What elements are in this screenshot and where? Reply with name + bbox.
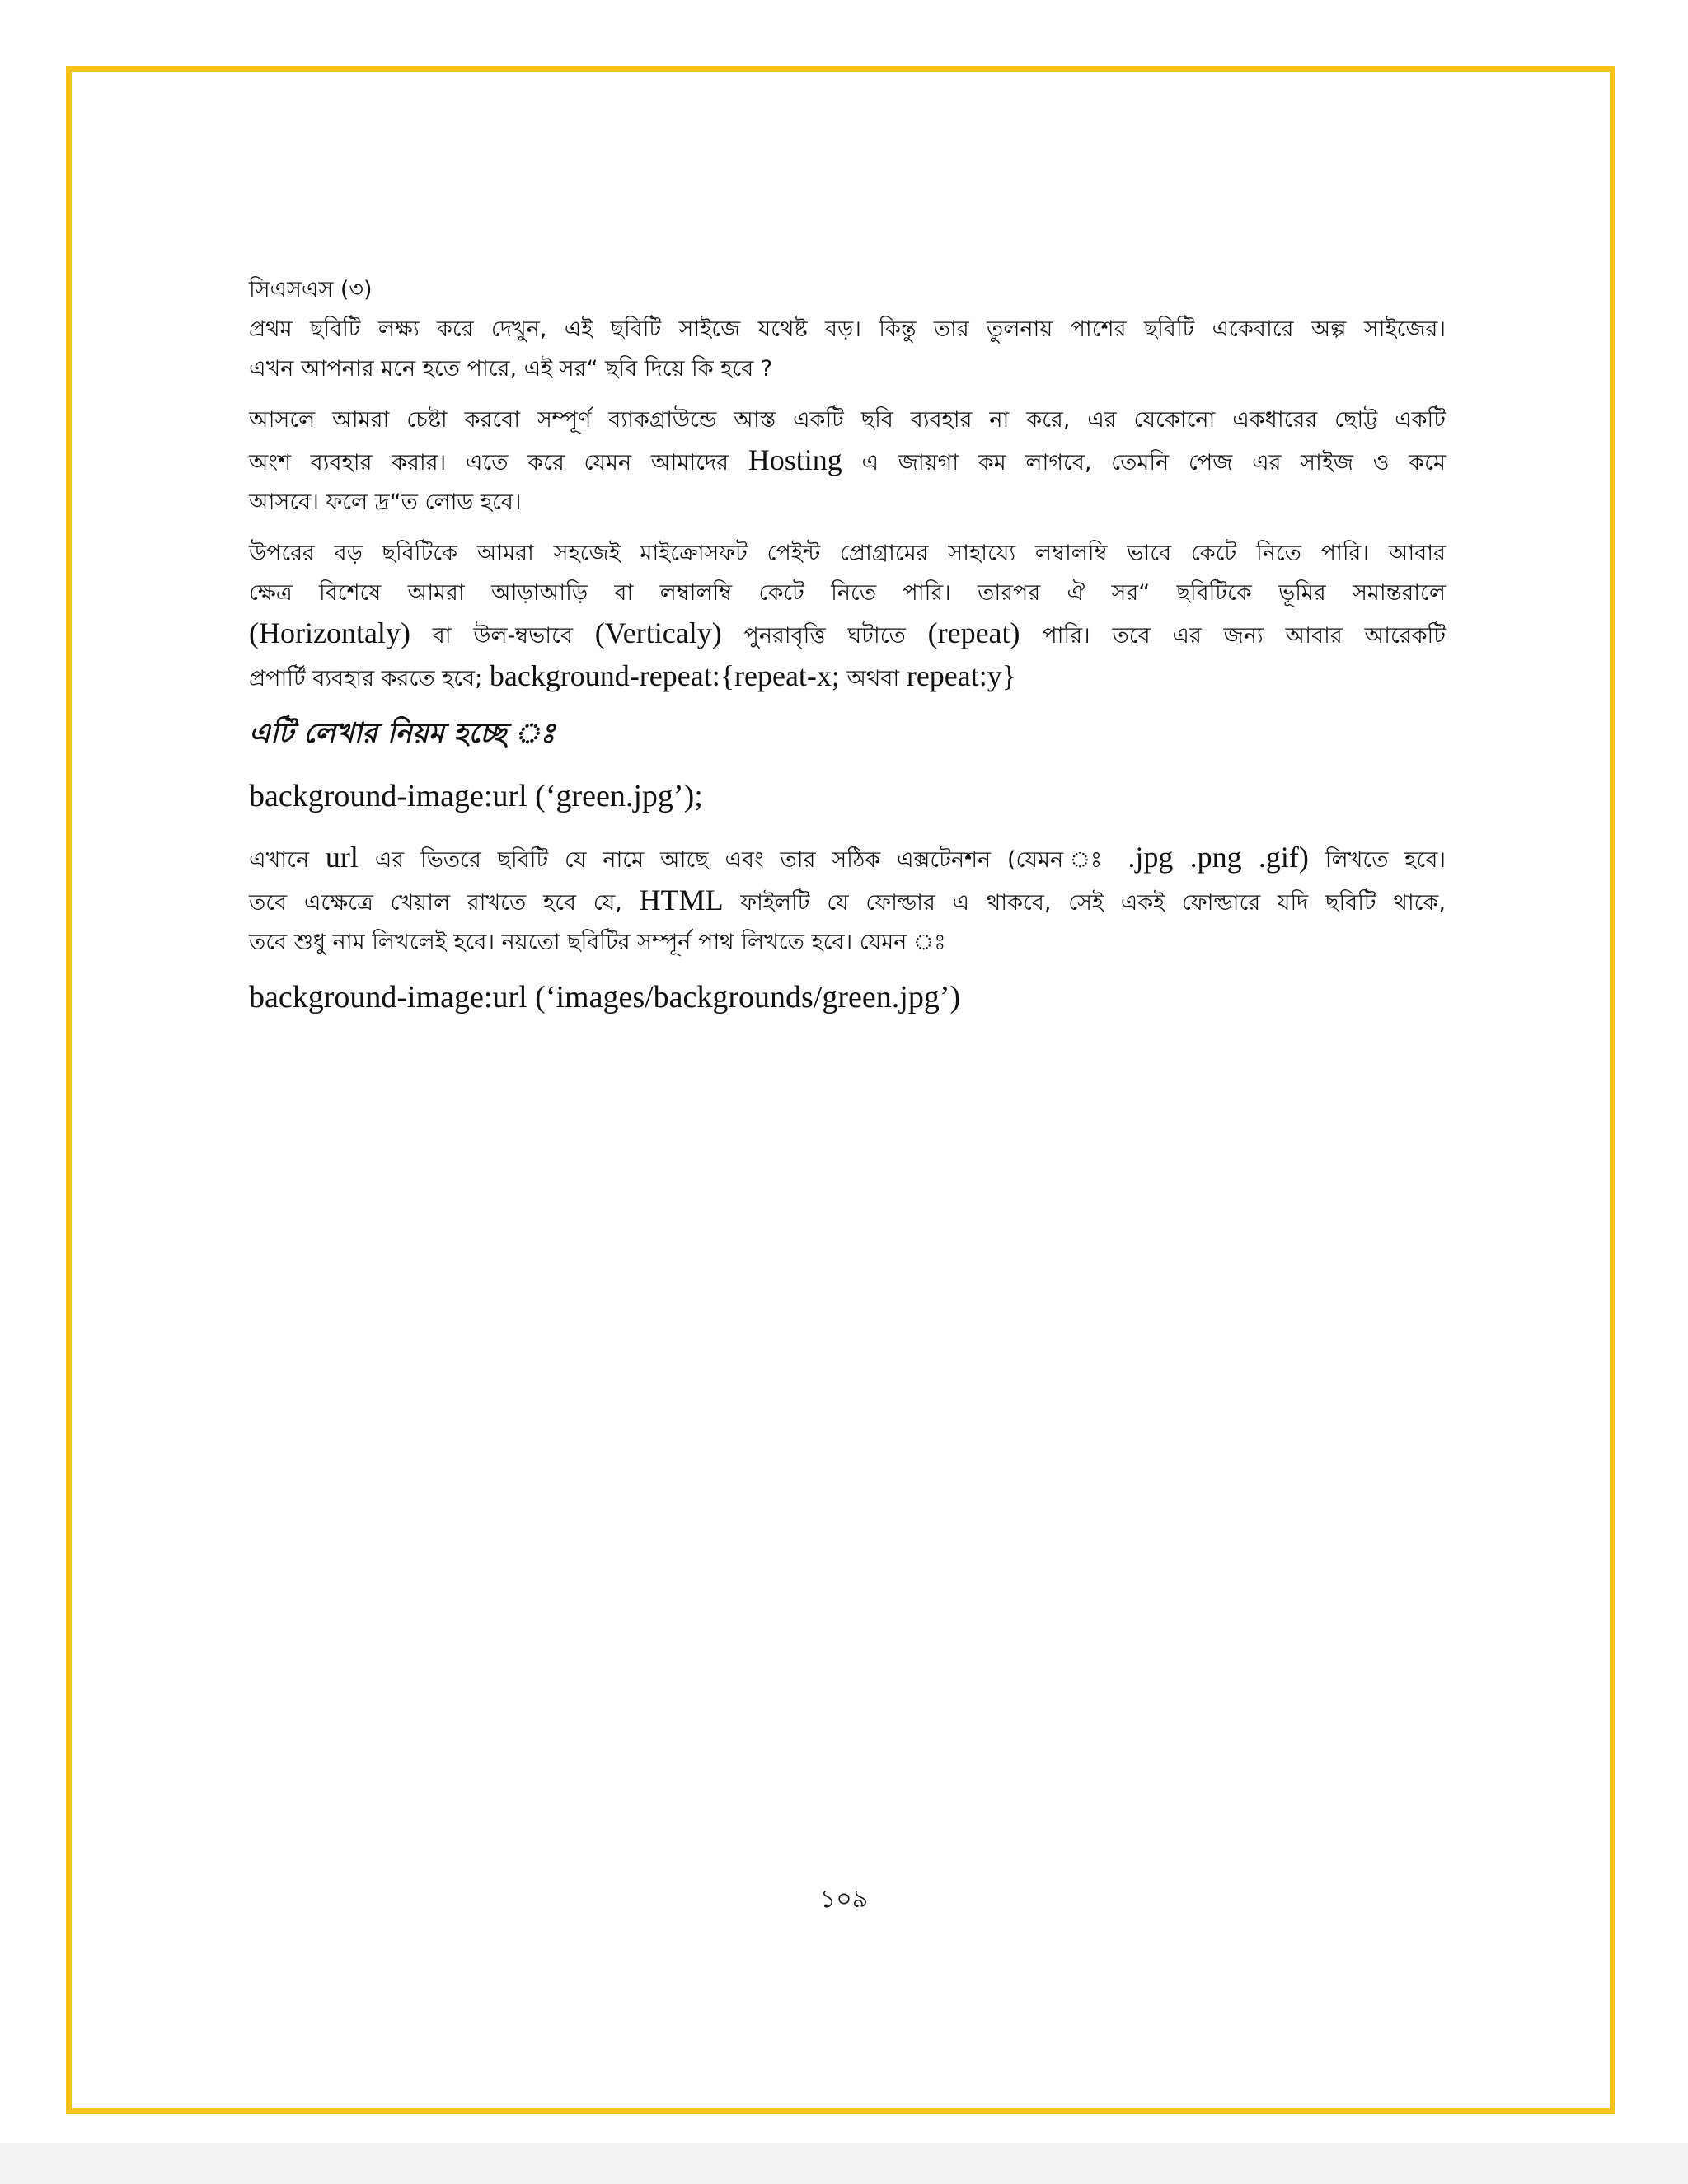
url-term: url: [325, 841, 359, 874]
paragraph-1-line-1: প্রথম ছবিটি লক্ষ্য করে দেখুন, এই ছবিটি সাইজে যথেষ্ট বড়। কিন্তু তার তুলনায় পাশের ছবিটি একেবারে অল্প সাইজের।: [249, 316, 1446, 342]
repeat-term: (repeat): [927, 616, 1020, 649]
paragraph-4-line-2-part-a: তবে এক্ষেত্রে খেয়াল রাখতে হবে যে,: [249, 890, 622, 916]
paragraph-1: [249, 310, 1446, 389]
paragraph-3-line-3-part-a: বা উল-ম্বভাবে: [432, 623, 573, 649]
paragraph-4-line-1-part-c: লিখতে হবে।: [1325, 847, 1446, 873]
paragraph-3-line-4: [249, 656, 1446, 699]
paragraph-2: [249, 401, 1446, 523]
rule-heading: এটি লেখার নিয়ম হচ্ছে ঃ: [249, 717, 556, 750]
paragraph-4: [249, 837, 1446, 963]
paragraph-2-line-2: [249, 440, 1446, 483]
repeat-y-code: repeat:y}: [906, 659, 1017, 692]
paragraph-4-line-3: তবে শুধু নাম লিখলেই হবে। নয়তো ছবিটির সম্পূর্ন পাথ লিখতে হবে। যেমন ঃ: [249, 930, 946, 955]
code-example-1: background-image:url (‘green.jpg’);: [249, 779, 703, 813]
code-example-2: background-image:url (‘images/backgrounds/green.jpg’): [249, 980, 961, 1015]
verticaly-term: (Verticaly): [594, 616, 722, 649]
extensions-term: .jpg .png .gif): [1128, 841, 1309, 874]
paragraph-3: [249, 534, 1446, 699]
paragraph-3-line-4-part-a: প্রপার্টি ব্যবহার করতে হবে;: [249, 666, 483, 691]
paragraph-4-line-2: [249, 880, 1446, 923]
horizontaly-term: (Horizontaly): [249, 616, 410, 649]
paragraph-2-line-2-part-b: এ জায়গা কম লাগবে, তেমনি পেজ এর সাইজ ও কমে: [861, 450, 1447, 476]
paragraph-2-line-1: আসলে আমরা চেষ্টা করবো সম্পূর্ণ ব্যাকগ্রাউন্ডে আস্ত একটি ছবি ব্যবহার না করে, এর যেকোনো একধারের ছোট্ট একটি: [249, 407, 1446, 433]
paragraph-3-line-4-part-b: অথবা: [846, 666, 900, 691]
page-content: [249, 270, 1446, 1038]
page-bottom-margin: [0, 2143, 1688, 2184]
html-term: HTML: [639, 883, 724, 916]
paragraph-3-line-3-part-b: পুনরাবৃত্তি ঘটাতে: [743, 623, 906, 649]
paragraph-3-line-1: উপরের বড় ছবিটিকে আমরা সহজেই মাইক্রোসফট পেইন্ট প্রোগ্রামের সাহায্যে লম্বালম্বি ভাবে কেটে নিতে পারি। আবার: [249, 541, 1446, 566]
paragraph-2-line-2-part-a: অংশ ব্যবহার করার। এতে করে যেমন আমাদের: [249, 450, 729, 476]
background-repeat-code: background-repeat:{repeat-x;: [489, 659, 840, 692]
section-title: সিএসএস (৩): [249, 277, 373, 302]
paragraph-2-line-3: আসবে। ফলে দ্র“ত লোড হবে।: [249, 490, 522, 515]
paragraph-4-line-2-part-b: ফাইলটি যে ফোল্ডার এ থাকবে, সেই একই ফোল্ডারে যদি ছবিটি থাকে,: [740, 890, 1446, 916]
paragraph-1-line-2: এখন আপনার মনে হতে পারে, এই সর“ ছবি দিয়ে কি হবে ?: [249, 356, 773, 382]
hosting-term: Hosting: [748, 443, 842, 476]
paragraph-3-line-3: [249, 613, 1446, 656]
paragraph-3-line-2: ক্ষেত্র বিশেষে আমরা আড়াআড়ি বা লম্বালম্বি কেটে নিতে পারি। তারপর ঐ সর“ ছবিটিকে ভূমির সমান্তরালে: [249, 580, 1446, 606]
paragraph-4-line-1-part-a: এখানে: [249, 847, 310, 873]
paragraph-4-line-1-part-b: এর ভিতরে ছবিটি যে নামে আছে এবং তার সঠিক এক্সটেনশন (যেমন ঃ: [374, 847, 1112, 873]
paragraph-4-line-1: [249, 837, 1446, 880]
page-number: ১০৯: [819, 1885, 869, 1914]
paragraph-3-line-3-part-c: পারি। তবে এর জন্য আবার আরেকটি: [1042, 623, 1446, 649]
